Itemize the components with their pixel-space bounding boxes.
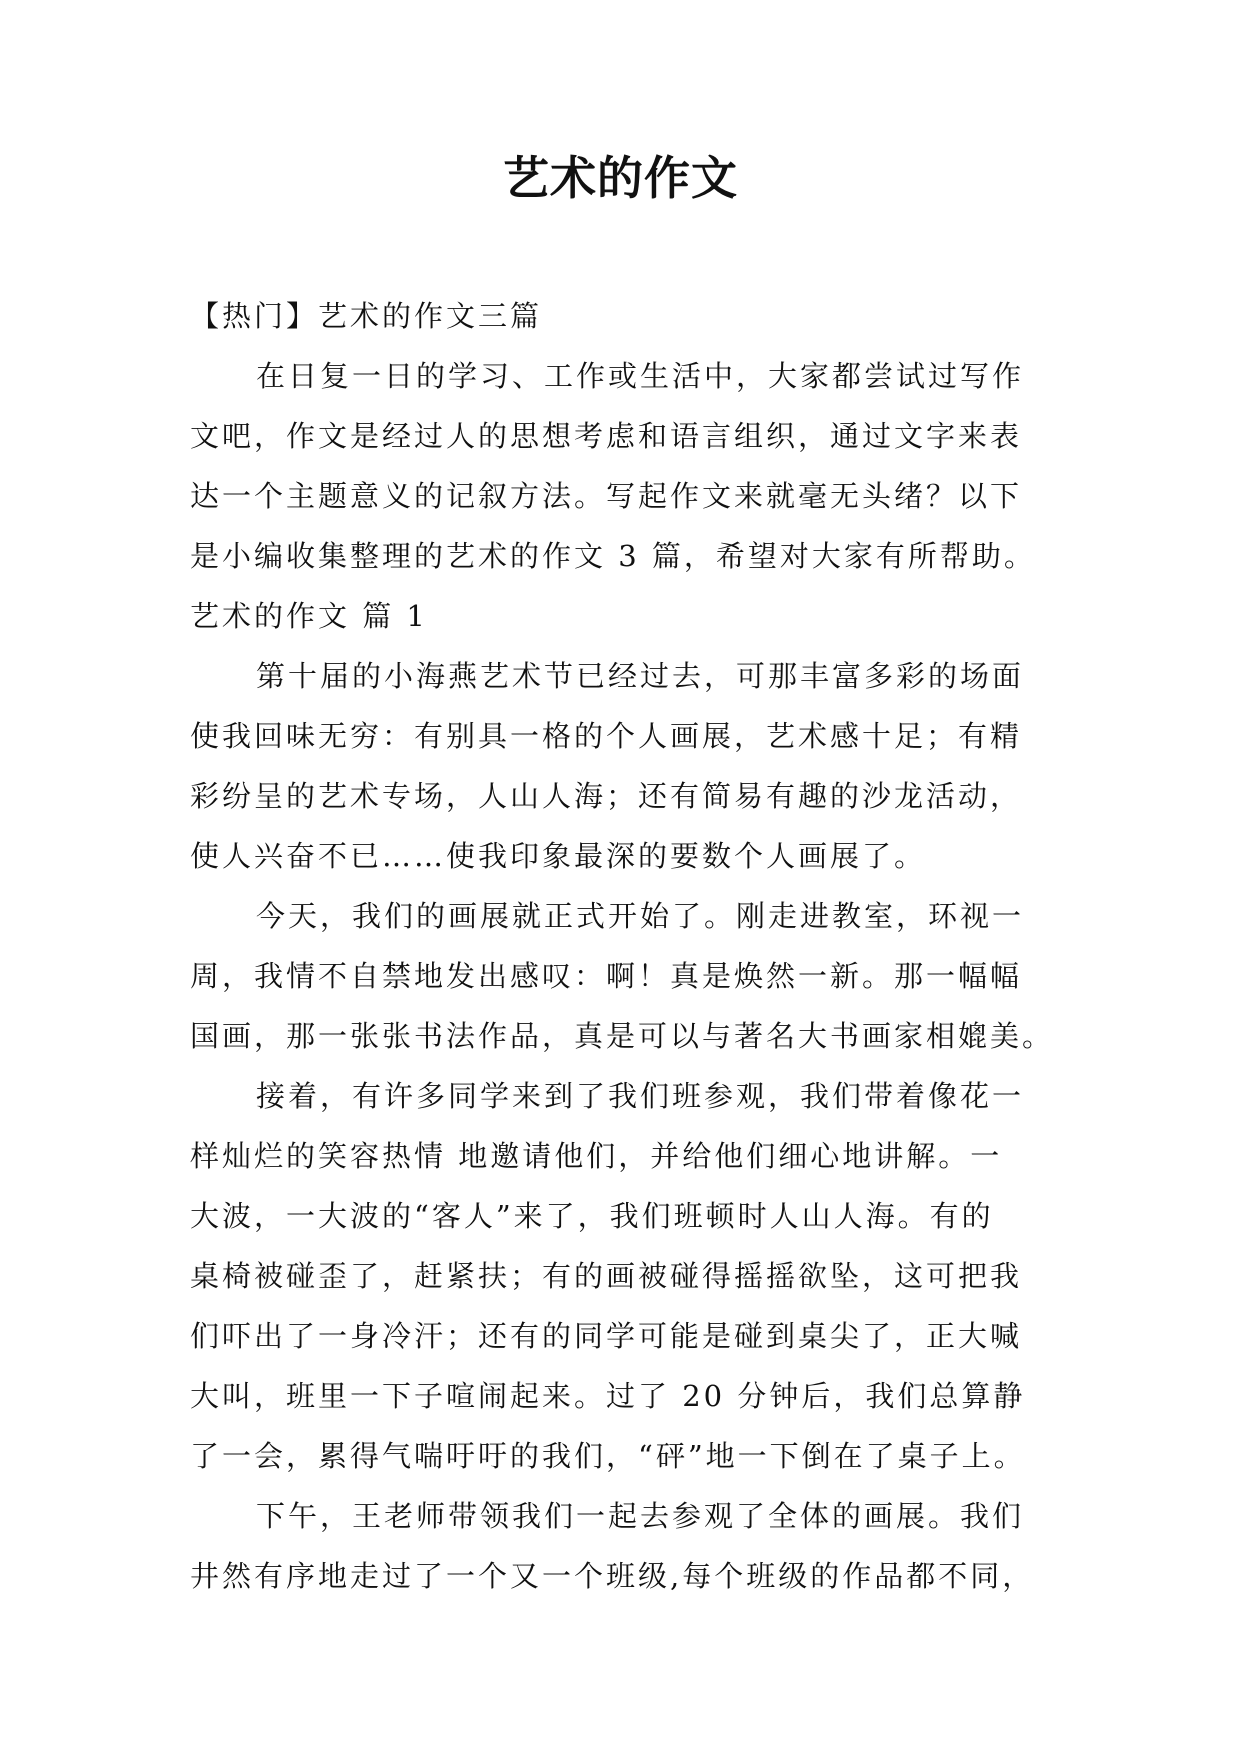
text-line: 是小编收集整理的艺术的作文 3 篇，希望对大家有所帮助。 bbox=[190, 539, 1036, 573]
document-title: 艺术的作文 bbox=[503, 151, 738, 205]
text-line: 文吧，作文是经过人的思想考虑和语言组织，通过文字来表 bbox=[190, 419, 1023, 453]
text-line: 在日复一日的学习、工作或生活中，大家都尝试过写作 bbox=[256, 359, 1025, 393]
text-line: 【热门】艺术的作文三篇 bbox=[190, 299, 543, 333]
text-line: 大波，一大波的“客人”来了，我们班顿时人山人海。有的 bbox=[190, 1199, 994, 1233]
text-line: 第十届的小海燕艺术节已经过去，可那丰富多彩的场面 bbox=[256, 659, 1025, 693]
text-line: 今天，我们的画展就正式开始了。刚走进教室，环视一 bbox=[256, 899, 1025, 933]
text-line: 井然有序地走过了一个又一个班级,每个班级的作品都不同， bbox=[190, 1559, 1035, 1593]
text-line: 彩纷呈的艺术专场，人山人海；还有简易有趣的沙龙活动， bbox=[190, 779, 1023, 813]
text-line: 艺术的作文 篇 1 bbox=[190, 599, 428, 633]
text-line: 周，我情不自禁地发出感叹：啊！真是焕然一新。那一幅幅 bbox=[190, 959, 1023, 993]
text-line: 使我回味无穷：有别具一格的个人画展，艺术感十足；有精 bbox=[190, 719, 1023, 753]
text-line: 了一会，累得气喘吁吁的我们，“砰”地一下倒在了桌子上。 bbox=[190, 1439, 1026, 1473]
text-line: 下午，王老师带领我们一起去参观了全体的画展。我们 bbox=[256, 1499, 1025, 1533]
text-line: 们吓出了一身冷汗；还有的同学可能是碰到桌尖了，正大喊 bbox=[190, 1319, 1023, 1353]
text-line: 样灿烂的笑容热情 地邀请他们，并给他们细心地讲解。一 bbox=[190, 1139, 1003, 1173]
text-line: 接着，有许多同学来到了我们班参观，我们带着像花一 bbox=[256, 1079, 1025, 1113]
document-body bbox=[190, 286, 1070, 1606]
text-line: 桌椅被碰歪了，赶紧扶；有的画被碰得摇摇欲坠，这可把我 bbox=[190, 1259, 1023, 1293]
text-line: 大叫，班里一下子喧闹起来。过了 20 分钟后，我们总算静 bbox=[190, 1379, 1026, 1413]
text-line: 国画，那一张张书法作品，真是可以与著名大书画家相媲美。 bbox=[190, 1019, 1055, 1053]
text-line: 达一个主题意义的记叙方法。写起作文来就毫无头绪？以下 bbox=[190, 479, 1023, 513]
text-line: 使人兴奋不已……使我印象最深的要数个人画展了。 bbox=[190, 839, 927, 873]
